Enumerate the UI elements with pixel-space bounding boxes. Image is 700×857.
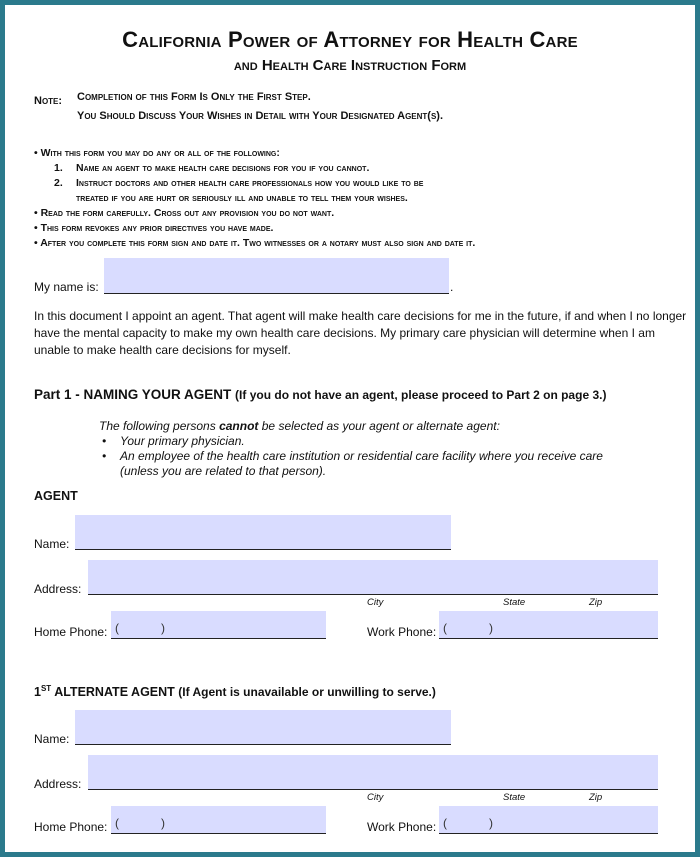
area-code-open: ( [443,621,447,635]
option-number-2: 2. [54,177,63,189]
agent-work-phone-label: Work Phone: [367,625,437,639]
alternate-work-phone-label: Work Phone: [367,820,437,834]
area-code-close: ) [161,621,165,635]
option-number-1: 1. [54,162,63,174]
part1-heading [34,387,606,402]
alternate-state-label: State [503,792,526,803]
alternate-address-field[interactable] [88,755,658,790]
note-label: Note: [34,95,63,107]
area-code-close: ) [161,816,165,830]
persons-text-post: be selected as your agent or alternate agent: [258,419,500,433]
intro-line-2: have the mental capacity to make my own health care decisions. My primary care physician will determine when I am [34,326,655,340]
form-page [5,5,695,852]
alternate-ordinal-suffix: ST [40,684,52,693]
alternate-address-label: Address: [34,777,82,791]
part1-note: (If you do not have an agent, please proceed to Part 2 on page 3.) [235,388,607,402]
form-title: California Power of Attorney for Health Care [122,27,578,52]
alternate-home-phone-field[interactable] [111,806,326,834]
agent-name-label: Name: [34,537,70,551]
alternate-work-phone-field[interactable] [439,806,658,834]
excluded-person-2-note: (unless you are related to that person). [120,464,327,478]
agent-zip-label: Zip [589,597,603,608]
alternate-name-field[interactable] [75,710,451,745]
agent-name-field[interactable] [75,515,451,550]
agent-heading: AGENT [34,489,78,503]
bullet-dot: • [102,434,107,448]
area-code-open: ( [443,816,447,830]
note-line-2: You Should Discuss Your Wishes in Detail with Your Designated Agent(s). [77,110,444,122]
my-name-label: My name is: [34,280,99,294]
agent-address-field[interactable] [88,560,658,595]
alternate-zip-label: Zip [589,792,603,803]
bullet-dot: • [102,449,107,463]
intro-paragraph [34,308,687,359]
agent-state-label: State [503,597,526,608]
alternate-city-label: City [367,792,384,803]
agent-address-label: Address: [34,582,82,596]
intro-line-3: unable to make health care decisions for myself. [34,343,291,357]
bullet-options: • With this form you may do any or all of the following: [34,147,280,159]
persons-text-pre: The following persons [99,419,220,433]
agent-home-phone-label: Home Phone: [34,625,108,639]
part1-title: Part 1 - NAMING YOUR AGENT [34,387,232,402]
option-2-line-1: Instruct doctors and other health care professionals how you would like to be [76,177,424,189]
alternate-name-label: Name: [34,732,70,746]
intro-line-1: In this document I appoint an agent. That agent will make health care decisions for me in the future, if and when I no longer [34,309,687,323]
note-line-1: Completion of this Form Is Only the First Step. [77,91,311,103]
agent-city-label: City [367,597,384,608]
alternate-home-phone-label: Home Phone: [34,820,108,834]
option-2-line-2: treated if you are hurt or seriously ill and unable to tell them your wishes. [76,192,408,204]
persons-text-emphasis: cannot [219,419,259,433]
alternate-ordinal: 1 [34,685,41,700]
alternate-note: (If Agent is unavailable or unwilling to serve.) [178,685,436,700]
my-name-field[interactable] [104,258,449,294]
area-code-open: ( [115,816,119,830]
option-1: Name an agent to make health care decisions for you if you cannot. [76,162,370,174]
alternate-title: ALTERNATE AGENT [51,685,175,700]
bullet-read-form: • Read the form carefully. Cross out any provision you do not want. [34,207,335,219]
bullet-revokes: • This form revokes any prior directives you have made. [34,222,274,234]
alternate-agent-heading [34,684,436,699]
agent-work-phone-field[interactable] [439,611,658,639]
area-code-close: ) [489,816,493,830]
area-code-open: ( [115,621,119,635]
excluded-person-2: An employee of the health care institution or residential care facility where you receive care [120,449,603,463]
my-name-period: . [450,280,454,294]
form-subtitle: and Health Care Instruction Form [233,57,467,74]
excluded-persons-intro [99,419,500,434]
area-code-close: ) [489,621,493,635]
excluded-person-1: Your primary physician. [120,434,245,448]
agent-home-phone-field[interactable] [111,611,326,639]
bullet-sign-date: • After you complete this form sign and date it. Two witnesses or a notary must also sign and date it. [34,237,476,249]
